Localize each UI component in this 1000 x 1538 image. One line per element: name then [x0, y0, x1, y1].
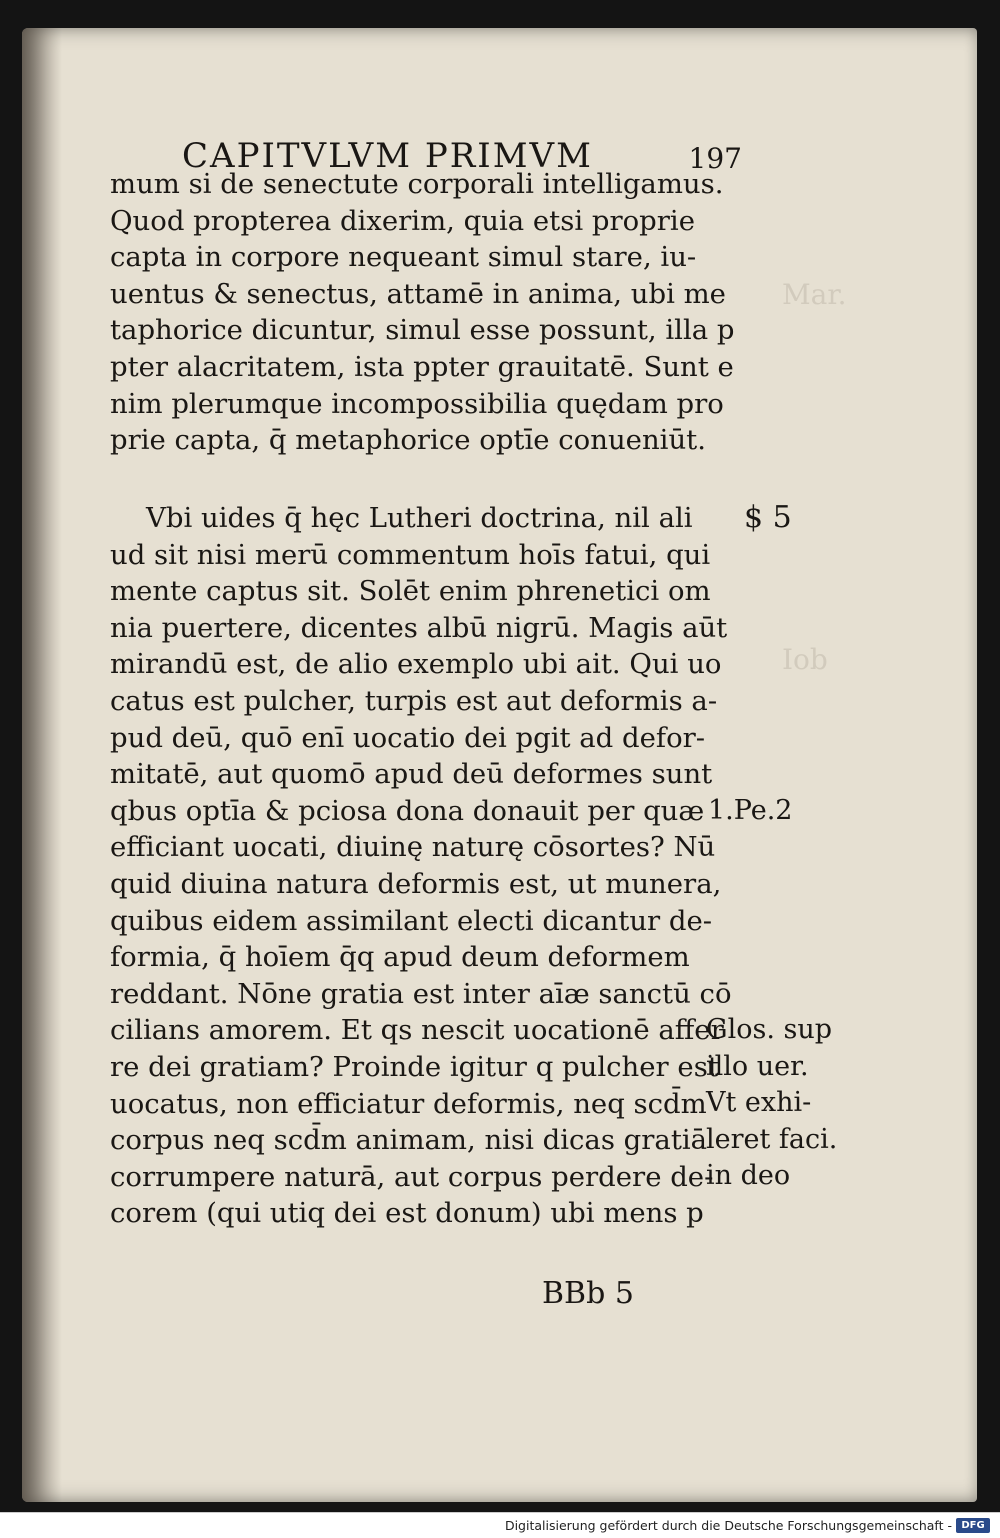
text-line: pud deū, quō enī uocatio dei pgit ad defor-	[110, 721, 706, 754]
text-line: nia puertere, dicentes albū nigrū. Magis aūt	[110, 611, 728, 644]
text-line: capta in corpore nequeant simul stare, iu-	[110, 241, 697, 274]
text-line: Vbi uides q̄ hęc Lutheri doctrina, nil ali	[146, 502, 693, 534]
text-line: formia, q̄ hoīem q̄q apud deum deformem	[110, 941, 690, 974]
text-line: nim plerumque incompossibilia quędam pro	[110, 387, 724, 420]
text-line: qbus optīa & pciosa dona donauit per quæ	[110, 794, 705, 827]
text-line: corem (qui utiq dei est donum) ubi mens p	[110, 1197, 704, 1230]
text-line: quibus eidem assimilant electi dicantur de-	[110, 904, 713, 937]
show-through-text: Iob	[782, 643, 828, 676]
footer-bar	[0, 1512, 1000, 1538]
text-line: mirandū est, de alio exemplo ubi ait. Qui uo	[110, 648, 722, 681]
text-line: cilians amorem. Et qs nescit uocationē affer	[110, 1014, 724, 1047]
page-title: CAPITVLVM PRIMVM	[182, 136, 593, 176]
folio-number: 197	[688, 142, 742, 175]
text-line: catus est pulcher, turpis est aut deformis a-	[110, 684, 718, 717]
signature-mark: BBb 5	[542, 1276, 634, 1311]
gloss-line: Glos. sup	[706, 1014, 833, 1045]
text-line: mum si de senectute corporali intelligamus.	[110, 168, 724, 200]
text-line: mente captus sit. Solēt enim phrenetici om	[110, 575, 711, 608]
text-line: uentus & senectus, attamē in anima, ubi me	[110, 277, 726, 310]
show-through-text: Mar.	[782, 278, 847, 311]
text-line: pter alacritatem, ista ppter grauitatē. Sunt e	[110, 350, 734, 383]
dfg-logo: DFG	[956, 1518, 990, 1533]
gloss-line: in deo	[706, 1160, 791, 1192]
gloss-line: illo uer.	[706, 1050, 809, 1082]
text-line: re dei gratiam? Proinde igitur q pulcher est	[110, 1050, 719, 1083]
text-line: corrumpere naturā, aut corpus perdere de-	[110, 1160, 714, 1193]
text-line: Quod propterea dixerim, quia etsi proprie	[110, 204, 695, 237]
margin-gloss	[706, 1012, 837, 1195]
paragraph-2	[110, 500, 740, 1232]
text-line: mitatē, aut quomō apud deū deformes sunt	[110, 758, 713, 791]
text-line: prie capta, q̄ metaphorice optīe conueniūt.	[110, 424, 706, 457]
text-line: uocatus, non efficiatur deformis, neq scd̄m	[110, 1087, 707, 1120]
gloss-line: Vt exhi-	[706, 1087, 812, 1119]
text-line: reddant. Nōne gratia est inter aīæ sanctū cō	[110, 977, 732, 1010]
text-line: ud sit nisi merū commentum hoīs fatui, qui	[110, 538, 711, 571]
paragraph-1	[110, 166, 740, 459]
gloss-line: leret faci.	[706, 1123, 838, 1155]
text-line: taphorice dicuntur, simul esse possunt, illa p	[110, 314, 735, 347]
book-page	[22, 28, 977, 1502]
text-line: efficiant uocati, diuinę naturę cōsortes? Nū	[110, 831, 716, 864]
section-mark: $ 5	[744, 500, 792, 535]
funding-notice: Digitalisierung gefördert durch die Deutsche Forschungsgemeinschaft -	[504, 1518, 952, 1533]
text-line: corpus neq scd̄m animam, nisi dicas gratiā	[110, 1124, 708, 1157]
text-line: quid diuina natura deformis est, ut munera,	[110, 867, 722, 900]
margin-reference: 1.Pe.2	[708, 795, 793, 826]
